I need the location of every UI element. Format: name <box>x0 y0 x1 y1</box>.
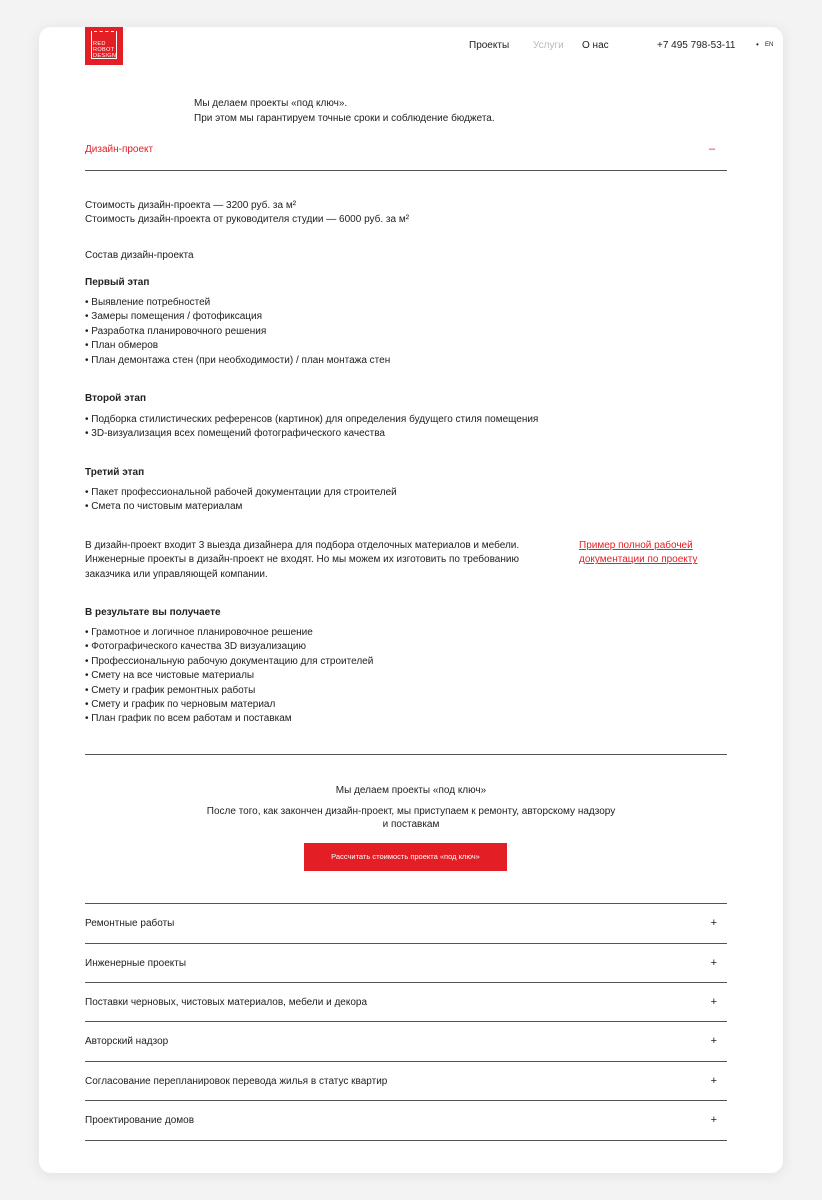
page-card <box>39 27 783 1173</box>
accordion-item-houses[interactable] <box>85 1100 727 1140</box>
composition-heading: Состав дизайн-проекта <box>85 250 194 261</box>
turnkey-title: Мы делаем проекты «под ключ» <box>335 785 487 796</box>
lang-switch[interactable]: EN <box>765 42 774 48</box>
list-item: • Смета по чистовым материалам <box>85 500 397 514</box>
accordion-title[interactable]: Дизайн-проект <box>85 144 154 155</box>
list-item: • Подборка стилистических референсов (картинок) для определения будущего стиля помещения <box>85 413 538 427</box>
list-item: • Смету и график ремонтных работы <box>85 684 373 698</box>
price-info: Стоимость дизайн-проекта — 3200 руб. за м² Стоимость дизайн-проекта от руководителя студии — 6000 руб. за м² <box>85 200 410 226</box>
expand-icon[interactable]: + <box>710 996 717 1008</box>
expand-icon[interactable]: + <box>710 1075 717 1087</box>
calculate-cost-button[interactable]: Рассчитать стоимость проекта «под ключ» <box>304 843 507 871</box>
list-item: • Разработка планировочного решения <box>85 325 390 339</box>
logo-line: RED <box>93 41 106 47</box>
expand-icon[interactable]: + <box>710 957 717 969</box>
result-list <box>85 626 373 727</box>
expand-icon[interactable]: + <box>710 1114 717 1126</box>
accordion-item-repair[interactable] <box>85 903 727 943</box>
accordion-title[interactable]: Инженерные проекты <box>85 958 187 969</box>
list-item: • Смету на все чистовые материалы <box>85 669 373 683</box>
list-item: • Грамотное и логичное планировочное решение <box>85 626 373 640</box>
expand-icon[interactable]: + <box>710 1035 717 1047</box>
expand-icon[interactable]: + <box>710 917 717 929</box>
accordion-title[interactable]: Согласование перепланировок перевода жилья в статус квартир <box>85 1076 388 1087</box>
collapse-icon[interactable]: – <box>709 143 716 155</box>
list-item: • План демонтажа стен (при необходимости) / план монтажа стен <box>85 354 390 368</box>
list-item: • Фотографического качества 3D визуализацию <box>85 640 373 654</box>
example-docs-link[interactable]: Пример полной рабочей документации по проекту <box>579 540 698 566</box>
stage2-list <box>85 413 538 442</box>
accordion-title[interactable]: Поставки черновых, чистовых материалов, мебели и декора <box>85 997 368 1008</box>
lang-dot-icon: • <box>756 40 759 49</box>
nav-services[interactable]: Услуги <box>533 40 564 51</box>
design-project-note: В дизайн-проект входит 3 выезда дизайнера для подбора отделочных материалов и мебели. Инженерные проекты в дизайн-проект не входят. Но мы можем их изготовить по требованию заказчика или управляющей компании. <box>85 540 520 580</box>
stage1-title: Первый этап <box>85 277 150 288</box>
list-item: • План график по всем работам и поставкам <box>85 712 373 726</box>
stage3-list <box>85 486 397 515</box>
accordion-title[interactable]: Проектирование домов <box>85 1115 195 1126</box>
stage1-list <box>85 296 390 368</box>
stage2-title: Второй этап <box>85 393 146 404</box>
accordion-item-supervision[interactable] <box>85 1021 727 1061</box>
result-title: В результате вы получаете <box>85 607 221 618</box>
divider <box>85 1140 727 1141</box>
list-item: • 3D-визуализация всех помещений фотографического качества <box>85 427 538 441</box>
accordion-title[interactable]: Ремонтные работы <box>85 918 175 929</box>
list-item: • Пакет профессиональной рабочей документации для строителей <box>85 486 397 500</box>
list-item: • Замеры помещения / фотофиксация <box>85 310 390 324</box>
list-item: • План обмеров <box>85 339 390 353</box>
nav-projects[interactable]: Проекты <box>469 40 510 51</box>
nav-about[interactable]: О нас <box>582 40 609 51</box>
accordion-item-engineering[interactable] <box>85 943 727 983</box>
list-item: • Смету и график по черновым материал <box>85 698 373 712</box>
list-item: • Профессиональную рабочую документацию для строителей <box>85 655 373 669</box>
logo[interactable] <box>85 27 123 65</box>
accordion-title[interactable]: Авторский надзор <box>85 1036 169 1047</box>
phone-link[interactable]: +7 495 798-53-11 <box>657 40 736 51</box>
divider <box>85 170 727 171</box>
accordion-item-supplies[interactable] <box>85 982 727 1022</box>
logo-line: ROBOT <box>93 47 115 54</box>
accordion-item-replanning[interactable] <box>85 1061 727 1101</box>
stage3-title: Третий этап <box>85 467 145 478</box>
turnkey-description: После того, как закончен дизайн-проект, мы приступаем к ремонту, авторскому надзору и поставкам <box>206 806 616 830</box>
divider <box>85 754 727 755</box>
logo-line: DESIGN <box>93 53 117 60</box>
intro-text: Мы делаем проекты «под ключ». При этом мы гарантируем точные сроки и соблюдение бюджета. <box>194 98 495 124</box>
list-item: • Выявление потребностей <box>85 296 390 310</box>
